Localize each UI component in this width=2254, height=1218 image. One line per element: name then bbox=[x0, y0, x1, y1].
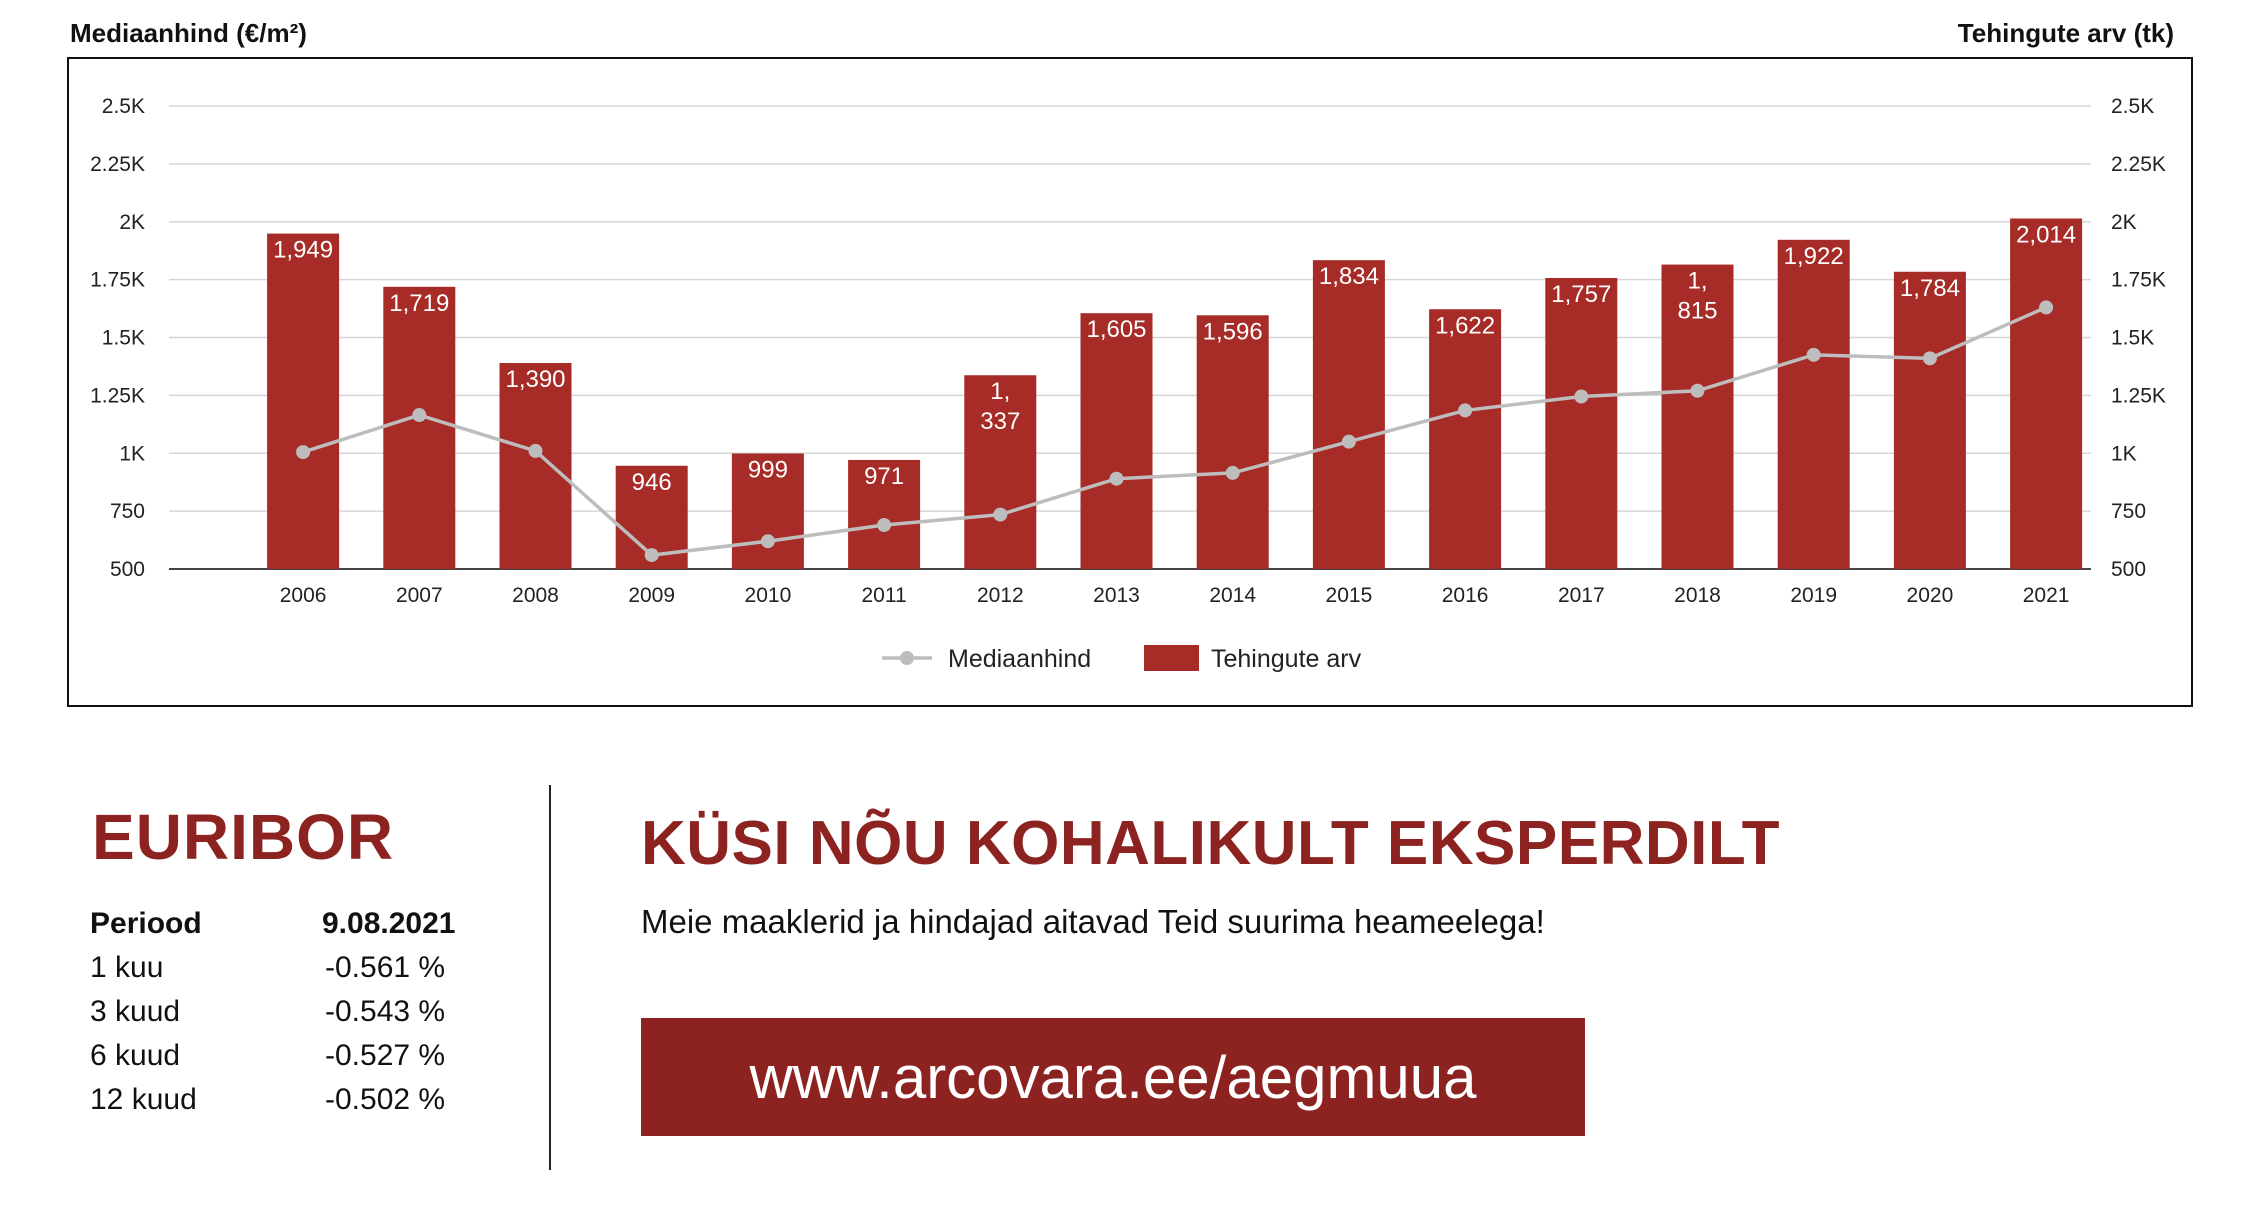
website-link-button[interactable]: www.arcovara.ee/aegmuua bbox=[641, 1018, 1585, 1136]
x-tick-label: 2014 bbox=[1209, 584, 1257, 607]
x-tick-label: 2020 bbox=[1906, 584, 1954, 607]
line-point bbox=[645, 548, 659, 562]
euribor-period-header: Periood bbox=[90, 907, 202, 940]
x-tick-label: 2011 bbox=[861, 584, 907, 607]
line-point bbox=[1923, 351, 1937, 365]
y-tick-label-right: 750 bbox=[2111, 500, 2147, 524]
x-tick-label: 2015 bbox=[1325, 584, 1373, 607]
expert-title: KÜSI NÕU KOHALIKULT EKSPERDILT bbox=[641, 809, 1781, 878]
bar-data-label: 1,390 bbox=[505, 365, 566, 393]
x-tick-label: 2010 bbox=[744, 584, 792, 607]
bar-data-label: 1, bbox=[1687, 267, 1708, 295]
line-point bbox=[529, 444, 543, 458]
y-tick-label-left: 1.75K bbox=[90, 268, 145, 292]
euribor-period: 12 kuud bbox=[90, 1083, 197, 1116]
line-point bbox=[877, 518, 891, 532]
bar bbox=[1197, 315, 1269, 569]
y-tick-label-right: 1K bbox=[2111, 442, 2137, 466]
x-tick-label: 2016 bbox=[1441, 584, 1489, 607]
y-tick-label-right: 1.75K bbox=[2111, 268, 2166, 292]
euribor-table bbox=[90, 902, 525, 1122]
bar bbox=[1081, 313, 1153, 569]
y-tick-label-left: 1K bbox=[119, 442, 145, 466]
legend-label-mediaanhind: Mediaanhind bbox=[948, 645, 1092, 673]
x-tick-label: 2008 bbox=[512, 584, 559, 607]
legend-label-tehingute-arv: Tehingute arv bbox=[1211, 645, 1362, 673]
y-tick-label-left: 2K bbox=[119, 210, 145, 234]
x-tick-label: 2019 bbox=[1790, 584, 1838, 607]
y-tick-label-right: 1.5K bbox=[2111, 326, 2155, 350]
expert-subtitle: Meie maaklerid ja hindajad aitavad Teid suurima heameelega! bbox=[641, 903, 1545, 940]
chart-container bbox=[67, 57, 2193, 707]
euribor-row bbox=[90, 1034, 525, 1078]
bar bbox=[1545, 278, 1617, 569]
euribor-row bbox=[90, 946, 525, 990]
y-tick-label-right: 2.25K bbox=[2111, 152, 2166, 176]
line-point bbox=[1574, 390, 1588, 404]
y-tick-label-right: 500 bbox=[2111, 558, 2147, 581]
y-tick-label-left: 1.25K bbox=[90, 384, 145, 408]
bar-data-label: 815 bbox=[1677, 297, 1718, 325]
x-tick-label: 2018 bbox=[1674, 584, 1721, 607]
bar bbox=[500, 363, 572, 569]
euribor-row bbox=[90, 1078, 525, 1122]
x-tick-label: 2007 bbox=[395, 584, 443, 607]
bar-data-label: 1,622 bbox=[1435, 312, 1496, 340]
bar-data-label: 1,605 bbox=[1086, 316, 1147, 344]
line-point bbox=[1110, 472, 1124, 486]
line-point bbox=[761, 534, 775, 548]
bar-data-label: 337 bbox=[980, 408, 1021, 436]
euribor-period: 6 kuud bbox=[90, 1039, 181, 1072]
legend-bar-swatch bbox=[1144, 645, 1199, 671]
euribor-period: 3 kuud bbox=[90, 995, 181, 1028]
bar bbox=[1778, 240, 1850, 569]
line-point bbox=[2039, 300, 2053, 314]
euribor-date-header: 9.08.2021 bbox=[322, 907, 456, 940]
euribor-rate: -0.527 % bbox=[325, 1039, 446, 1072]
bar-data-label: 1,949 bbox=[273, 236, 334, 264]
y-tick-label-left: 750 bbox=[109, 500, 145, 524]
line-point bbox=[1342, 435, 1356, 449]
bar-data-label: 1,922 bbox=[1783, 242, 1844, 270]
euribor-rate: -0.502 % bbox=[325, 1083, 446, 1116]
x-tick-label: 2012 bbox=[976, 584, 1024, 607]
combo-chart bbox=[69, 59, 2191, 705]
bar-data-label: 1,596 bbox=[1202, 318, 1263, 346]
line-point bbox=[1226, 466, 1240, 480]
bar-data-label: 1,834 bbox=[1318, 263, 1379, 291]
line-point bbox=[1458, 403, 1472, 417]
bar-data-label: 946 bbox=[631, 468, 672, 496]
bar bbox=[1429, 309, 1501, 569]
right-axis-title: Tehingute arv (tk) bbox=[1957, 18, 2174, 48]
bar-data-label: 1,757 bbox=[1551, 281, 1612, 309]
bar bbox=[383, 287, 455, 569]
line-point bbox=[993, 508, 1007, 522]
bar bbox=[1313, 260, 1385, 569]
line-point bbox=[296, 445, 310, 459]
y-tick-label-right: 1.25K bbox=[2111, 384, 2166, 408]
line-point bbox=[412, 408, 426, 422]
y-tick-label-right: 2K bbox=[2111, 210, 2137, 234]
y-tick-label-left: 2.25K bbox=[90, 152, 145, 176]
y-tick-label-right: 2.5K bbox=[2111, 95, 2155, 118]
y-tick-label-left: 1.5K bbox=[101, 326, 145, 350]
bar-data-label: 2,014 bbox=[2016, 221, 2077, 249]
bar bbox=[1894, 272, 1966, 569]
bar-data-label: 1,719 bbox=[389, 289, 450, 317]
bar-data-label: 1, bbox=[990, 378, 1011, 406]
x-tick-label: 2017 bbox=[1557, 584, 1605, 607]
bar-data-label: 971 bbox=[864, 462, 905, 490]
euribor-rate: -0.561 % bbox=[325, 951, 446, 984]
bar bbox=[267, 234, 339, 569]
x-tick-label: 2006 bbox=[279, 584, 327, 607]
euribor-title: EURIBOR bbox=[92, 801, 395, 873]
section-divider bbox=[549, 785, 551, 1170]
euribor-row bbox=[90, 990, 525, 1034]
x-tick-label: 2021 bbox=[2022, 584, 2070, 607]
x-tick-label: 2009 bbox=[628, 584, 676, 607]
line-point bbox=[1691, 384, 1705, 398]
euribor-header-row bbox=[90, 902, 525, 946]
line-point bbox=[1807, 348, 1821, 362]
bar bbox=[2010, 219, 2082, 569]
bar-data-label: 999 bbox=[747, 456, 788, 484]
y-tick-label-left: 500 bbox=[109, 558, 145, 581]
x-tick-label: 2013 bbox=[1093, 584, 1140, 607]
y-tick-label-left: 2.5K bbox=[101, 95, 145, 118]
euribor-period: 1 kuu bbox=[90, 951, 164, 984]
legend-line-marker bbox=[900, 651, 914, 665]
euribor-rate: -0.543 % bbox=[325, 995, 446, 1028]
bar-data-label: 1,784 bbox=[1899, 274, 1960, 302]
left-axis-title: Mediaanhind (€/m²) bbox=[70, 18, 307, 48]
